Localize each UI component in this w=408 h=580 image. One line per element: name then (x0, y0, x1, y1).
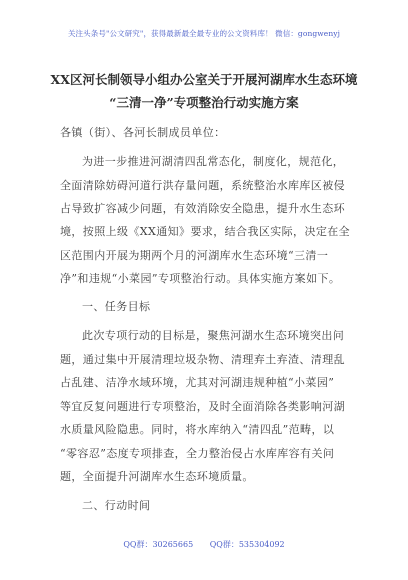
document-title-line-2: “三清一净”专项整治行动实施方案 (109, 95, 299, 110)
paragraph-1-line: 全面清除妨碍河道行洪存量问题，系统整治水库库区被侵 (60, 179, 345, 192)
footer-qq-group-1: QQ群：30265665 (123, 540, 194, 549)
paragraph-2-line: 占乱建、洁净水域环境，尤其对河湖违规种植“小菜园” (60, 376, 335, 389)
footer-qq-group-2: QQ群：535304092 (209, 540, 285, 549)
header-banner: 关注头条号"公文研究"，获得最新最全最专业的公文资料库！ 微信：gongwenyj (67, 29, 341, 38)
paragraph-1-line: 为进一步推进河湖清四乱常态化，制度化，规范化， (82, 155, 345, 168)
section-heading-1: 一、任务目标 (82, 300, 151, 313)
paragraph-2-line: 此次专项行动的目标是，聚焦河湖水生态环境突出问 (82, 329, 345, 342)
paragraph-1-line: 境，按照上级《XX通知》要求，结合我区实际，决定在全 (60, 225, 351, 238)
paragraph-2-line: 题，全面提升河湖库水生态环境质量。 (60, 470, 254, 483)
paragraph-2-line: “零容忍”态度专项排查，全力整治侵占水库库容有关问 (60, 447, 335, 460)
section-heading-2: 二、行动时间 (82, 499, 151, 512)
paragraph-1-line: 占导致扩容减少问题，有效消除安全隐患，提升水生态环 (60, 202, 345, 215)
document-title-line-1: XX区河长制领导小组办公室关于开展河湖库水生态环境 (50, 72, 358, 87)
paragraph-2-line: 水质量风险隐患。同时，将水库纳入“清四乱”范畴，以 (60, 423, 335, 436)
paragraph-1-line: 净”和违规“小菜园”专项整治行动。具体实施方案如下。 (60, 272, 341, 285)
footer-qq-groups (0, 539, 408, 550)
paragraph-2-line: 题，通过集中开展清理垃圾杂物、清理弃土弃渣、清理乱 (60, 353, 345, 366)
paragraph-1-line: 区范围内开展为期两个月的河湖库水生态环境“三清一 (60, 249, 329, 262)
salutation: 各镇（街）、各河长制成员单位： (60, 126, 226, 139)
paragraph-2-line: 等宜反复问题进行专项整治，及时全面消除各类影响河湖 (60, 400, 345, 413)
